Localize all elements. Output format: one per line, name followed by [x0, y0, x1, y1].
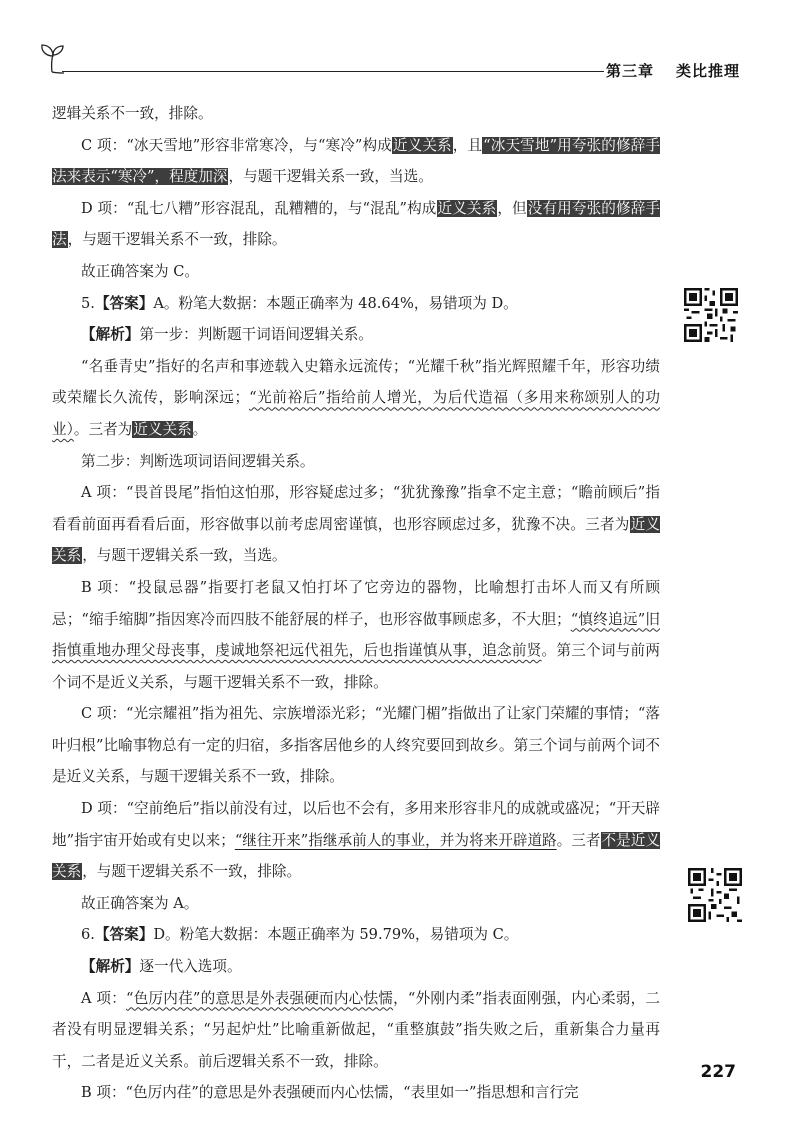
highlight: “冰天雪地”用夸张的修辞手法来表示“寒冷”，程度加深 — [52, 136, 660, 186]
page-header — [0, 40, 800, 86]
highlight: 近义关系 — [133, 420, 192, 438]
paragraph-option-a: A 项：“色厉内荏”的意思是外表强硬而内心怯懦，“外刚内柔”指表面刚强，内心柔弱，二者没有明显逻辑关系；“另起炉灶”比喻重新做起，“重整旗鼓”指失败之后，重新集合力量再干，二者是近义关系。前后逻辑关系不一致，排除。 — [52, 989, 660, 1070]
answer-label: 【答案】 — [94, 926, 154, 944]
question-6-answer: 6.【答案】D。粉笔大数据：本题正确率为 59.79%，易错项为 C。 — [81, 926, 519, 944]
question-5-answer: 5.【答案】A。粉笔大数据：本题正确率为 48.64%，易错项为 D。 — [81, 294, 518, 312]
highlight: 近义关系 — [392, 136, 452, 154]
paragraph-option-b: B 项：“色厉内荏”的意思是外表强硬而内心怯懦，“表里如一”指思想和言行完 — [81, 1084, 579, 1102]
conclusion: 故正确答案为 C。 — [81, 262, 199, 280]
header-rule — [62, 71, 604, 72]
highlight: 近义关系 — [52, 515, 660, 565]
step-heading: 第二步：判断选项词语间逻辑关系。 — [81, 452, 315, 470]
paragraph: “名垂青史”指好的名声和事迹载入史籍永远流传；“光耀千秋”指光辉照耀千年，形容功绩或荣耀长久流传，影响深远；“光前裕后”指给前人增光，为后代造福（多用来称颂别人的功业）。三者为近义关系。 — [52, 357, 660, 438]
answer-label: 【答案】 — [94, 294, 154, 312]
paragraph-option-a: A 项：“畏首畏尾”指怕这怕那，形容疑虑过多；“犹犹豫豫”指拿不定主意；“瞻前顾后”指看看前面再看看后面，形容做事以前考虑周密谨慎，也形容顾虑过多，犹豫不决。三者为近义关系，与题干逻辑关系一致，当选。 — [52, 484, 660, 565]
wavy-underline: “慎终追远”旧指慎重地办理父母丧事，虔诚地祭祀远代祖先，后也指谨慎从事，追念前贤 — [52, 610, 660, 660]
paragraph: 逻辑关系不一致，排除。 — [52, 105, 213, 122]
conclusion: 故正确答案为 A。 — [81, 894, 199, 912]
paragraph-option-d: D 项：“空前绝后”指以前没有过，以后也不会有，多用来形容非凡的成就或盛况；“开天辟地”指宇宙开始或有史以来；“继往开来”指继承前人的事业，并为将来开辟道路。三者不是近义关系，与题干逻辑关系不一致，排除。 — [52, 800, 660, 881]
underline: “继往开来”指继承前人的事业，并为将来开辟道路 — [234, 831, 557, 849]
paragraph-option-c: C 项：“光宗耀祖”指为祖先、宗族增添光彩；“光耀门楣”指做出了让家门荣耀的事情；“落叶归根”比喻事物总有一定的归宿，多指客居他乡的人终究要回到故乡。第三个词与前两个词不是近义关系，与题干逻辑关系不一致，排除。 — [52, 705, 660, 786]
paragraph-option-b: B 项：“投鼠忌器”指要打老鼠又怕打坏了它旁边的器物，比喻想打击坏人而又有所顾忌；“缩手缩脚”指因寒冷而四肢不能舒展的样子，也形容做事顾虑多，不大胆；“慎终追远”旧指慎重地办理父母丧事，虔诚地祭祀远代祖先，后也指谨慎从事，追念前贤。第三个词与前两个词不是近义关系，与题干逻辑关系不一致，排除。 — [52, 578, 660, 691]
question-6-analysis: 【解析】逐一代入选项。 — [81, 958, 242, 976]
page-number: 227 — [700, 1062, 736, 1082]
chapter-heading — [606, 60, 740, 81]
page-content — [52, 98, 660, 1109]
qr-code-icon[interactable] — [684, 288, 738, 342]
chapter-number: 第三章 — [605, 62, 654, 80]
analysis-label: 【解析】 — [81, 326, 140, 344]
wavy-underline: “光前裕后”指给前人增光，为后代造福（多用来称颂别人的功业） — [52, 389, 660, 438]
analysis-label: 【解析】 — [81, 958, 140, 976]
qr-code-icon[interactable] — [688, 868, 742, 922]
wavy-underline: “色厉内荏”的意思是外表强硬而内心怯懦 — [126, 989, 394, 1007]
paragraph-option-d: D 项：“乱七八糟”形容混乱，乱糟糟的，与“混乱”构成近义关系，但没有用夸张的修辞手法，与题干逻辑关系不一致，排除。 — [52, 199, 660, 249]
question-5-analysis: 【解析】第一步：判断题干词语间逻辑关系。 — [81, 326, 373, 344]
paragraph-option-c: C 项：“冰天雪地”形容非常寒冷，与“寒冷”构成近义关系，且“冰天雪地”用夸张的修辞手法来表示“寒冷”，程度加深，与题干逻辑关系一致，当选。 — [52, 136, 660, 186]
highlight: 不是近义关系 — [52, 831, 660, 881]
chapter-title: 类比推理 — [675, 62, 740, 80]
highlight: 没有用夸张的修辞手法 — [52, 199, 660, 249]
highlight: 近义关系 — [437, 199, 497, 217]
